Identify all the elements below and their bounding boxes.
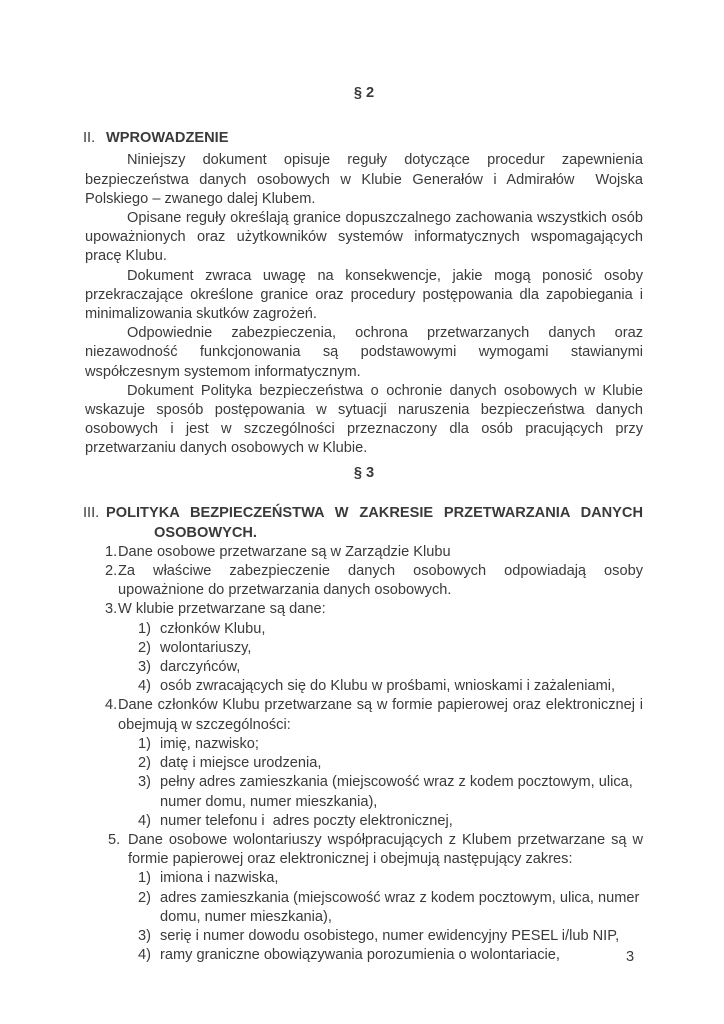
section-3-heading-number: III. (83, 504, 100, 521)
list-item-3-sub-3-text: darczyńców, (160, 659, 241, 676)
list-item-3 (85, 600, 643, 619)
list-item-1-number: 1. (105, 543, 118, 560)
list-item-3-sub-1-number: 1) (138, 620, 151, 637)
list-item-3-sub-3-number: 3) (138, 659, 151, 676)
section-2-heading-title: WPROWADZENIE (106, 130, 229, 147)
list-item-5-sub-1-text: imiona i nazwiska, (160, 870, 279, 887)
section-3-heading (85, 503, 643, 543)
list-item-3-sub-4-text: osób zwracających się do Klubu w prośbami, wnioskami i zażaleniami, (160, 678, 616, 695)
section-3-mark: § 3 (353, 464, 375, 481)
list-item-4-sub-1-number: 1) (138, 735, 151, 752)
list-item-1 (85, 543, 643, 562)
list-item-2 (85, 562, 648, 600)
list-item-3-sub-1 (85, 620, 643, 639)
list-item-4-sub-2-number: 2) (138, 755, 151, 772)
list-item-5-sub-3-number: 3) (138, 927, 151, 944)
list-item-4-sub-4-number: 4) (138, 812, 151, 829)
list-item-4-text: Dane członków Klubu przetwarzane są w formie papierowej oraz elektronicznej i obejmują w szczególności: (118, 697, 648, 733)
section-3-heading-title (106, 503, 643, 543)
section-2-heading (85, 129, 643, 148)
section-3-heading-line2: OSOBOWYCH. (154, 524, 257, 541)
intro-paragraph-3: Dokument zwraca uwagę na konsekwencje, jakie mogą ponosić osoby przekraczające określone granice oraz procedury postępowania dla zapobiegania i minimalizowania skutków zagrożeń. (85, 267, 648, 323)
list-item-4-sub-3-number: 3) (138, 774, 151, 791)
list-item-5-sub-4 (85, 946, 643, 965)
list-item-4-sub-4 (85, 812, 643, 831)
list-item-5-text: Dane osobowe wolontariuszy współpracujących z Klubem przetwarzane są w formie papierowej oraz elektronicznej i obejmują następujący zakres: (128, 831, 648, 868)
list-item-4 (85, 696, 648, 734)
policy-list (85, 543, 648, 965)
list-item-3-sub-1-text: członków Klubu, (160, 620, 266, 637)
list-item-5-sub-1 (85, 869, 643, 888)
list-item-2-number: 2. (105, 563, 118, 580)
list-item-4-sub-1 (85, 735, 643, 754)
list-item-3-sub-3 (85, 658, 643, 677)
intro-paragraph-1: Niniejszy dokument opisuje reguły dotyczące procedur zapewnienia bezpieczeństwa danych osobowych w Klubie Generałów i Admirałów Wojska Polskiego – zwanego dalej Klubem. (85, 152, 648, 207)
list-item-5-sub-2-number: 2) (138, 889, 151, 906)
list-item-5-sub-3 (85, 927, 643, 946)
section-2-heading-number: II. (83, 130, 96, 147)
list-item-3-sub-2 (85, 639, 643, 658)
list-item-3-sub-2-text: wolontariuszy, (160, 639, 252, 656)
list-item-5 (85, 831, 648, 869)
list-item-5-number: 5. (108, 831, 121, 848)
list-item-5-sub-2 (85, 889, 643, 927)
list-item-3-sub-4 (85, 677, 643, 696)
list-item-2-text: Za właściwe zabezpieczenie danych osobowych odpowiadają osoby upoważnione do przetwarzania danych osobowych. (118, 563, 648, 599)
list-item-5-sub-4-text: ramy graniczne obowiązywania porozumienia o wolontariacie, (160, 947, 560, 964)
list-item-4-sub-2 (85, 754, 643, 773)
intro-paragraph-5: Dokument Polityka bezpieczeństwa o ochronie danych osobowych w Klubie wskazuje sposób postępowania w sytuacji naruszenia bezpieczeństwa danych osobowych i jest w szczególności przeznaczony dla osób pracujących przy przetwarzaniu danych osobowych w Klubie. (85, 382, 648, 457)
section-2-mark: § 2 (353, 85, 375, 101)
intro-paragraph-2: Opisane reguły określają granice dopuszczalnego zachowania wszystkich osób upoważnionych oraz użytkowników systemów informatycznych wspomagających pracę Klubu. (85, 210, 648, 265)
list-item-5-sub-1-number: 1) (138, 870, 151, 887)
list-item-5-sub-4-number: 4) (138, 947, 151, 964)
section-3-heading-line1: POLITYKA BEZPIECZEŃSTWA W ZAKRESIE PRZETWARZANIA DANYCH (106, 504, 643, 521)
list-item-3-sub-2-number: 2) (138, 639, 151, 656)
list-item-3-sub-4-number: 4) (138, 678, 151, 695)
list-item-4-sub-1-text: imię, nazwisko; (160, 735, 259, 752)
list-item-4-sub-2-text: datę i miejsce urodzenia, (160, 755, 322, 772)
list-item-4-sub-3 (85, 773, 643, 811)
list-item-4-number: 4. (105, 697, 118, 714)
list-item-3-number: 3. (105, 601, 118, 618)
list-item-4-sub-4-text: numer telefonu i adres poczty elektronicznej, (160, 812, 453, 829)
list-item-1-text: Dane osobowe przetwarzane są w Zarządzie Klubu (118, 543, 451, 560)
list-item-3-text: W klubie przetwarzane są dane: (118, 601, 326, 618)
list-item-4-sub-3-text: pełny adres zamieszkania (miejscowość wraz z kodem pocztowym, ulica, numer domu, numer mieszkania), (160, 774, 637, 810)
list-item-5-sub-2-text: adres zamieszkania (miejscowość wraz z kodem pocztowym, ulica, numer domu, numer mieszkania), (160, 889, 644, 925)
document-content (83, 84, 648, 965)
intro-paragraph-4: Odpowiednie zabezpieczenia, ochrona przetwarzanych danych oraz niezawodność funkcjonowania są podstawowymi wymogami stawianymi współczesnym systemom informatycznym. (85, 325, 648, 380)
page-number: 3 (626, 949, 635, 965)
list-item-5-sub-3-text: serię i numer dowodu osobistego, numer ewidencyjny PESEL i/lub NIP, (160, 927, 620, 944)
